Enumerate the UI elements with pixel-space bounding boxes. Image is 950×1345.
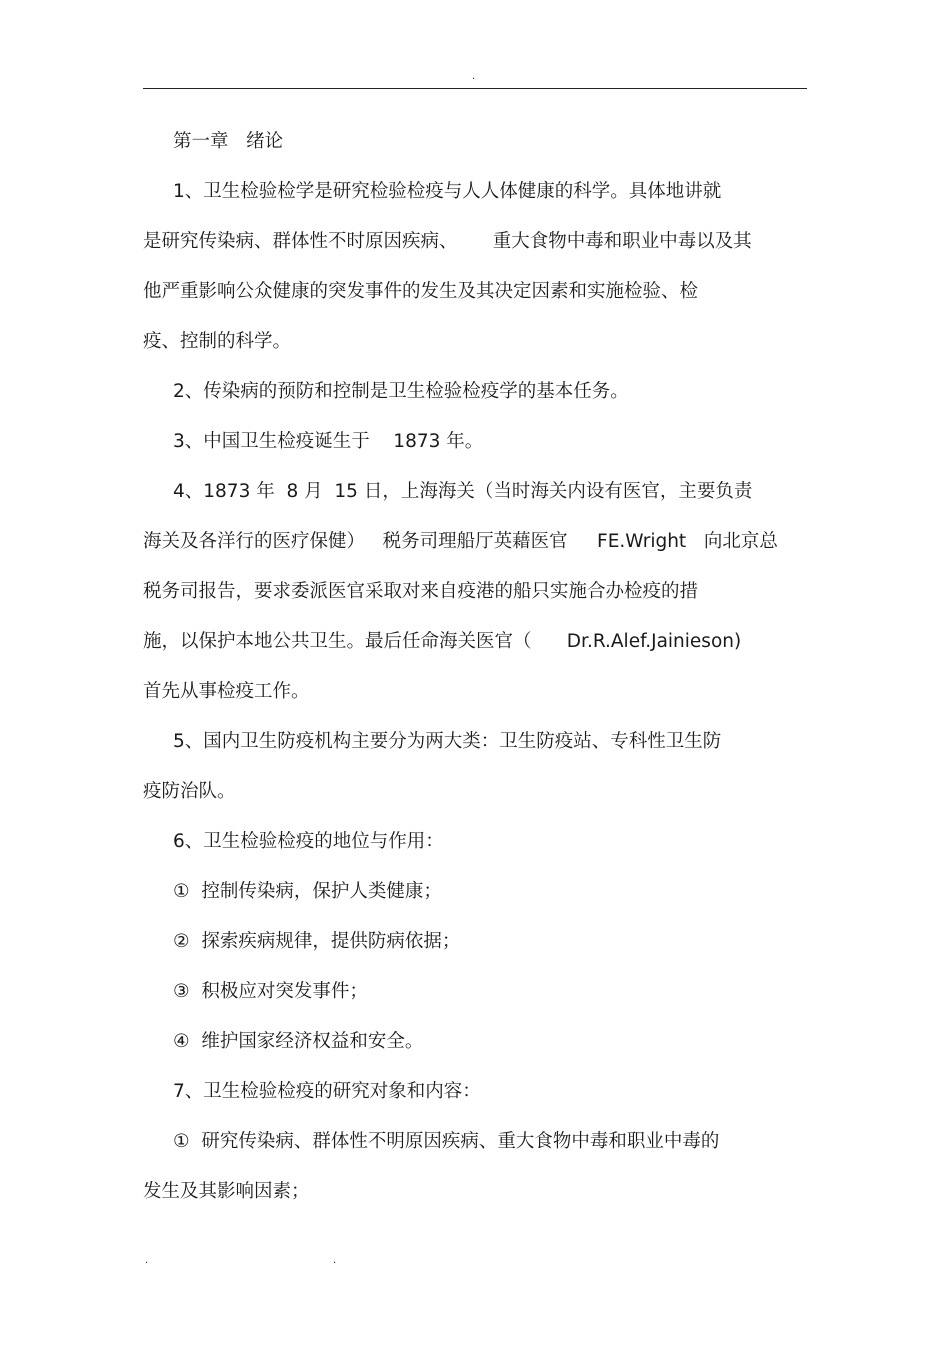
header-mark: . xyxy=(472,71,476,82)
chapter-title: 第一章 绪论 xyxy=(173,131,284,152)
paragraph-line: 疫、控制的科学。 xyxy=(143,331,292,352)
list-item: ④ 维护国家经济权益和安全。 xyxy=(173,1031,424,1052)
paragraph-line: 是研究传染病、群体性不时原因疾病、 重大食物中毒和职业中毒以及其 xyxy=(143,231,752,252)
paragraph-line: 6、卫生检验检疫的地位与作用： xyxy=(173,831,444,852)
paragraph-line: 5、国内卫生防疫机构主要分为两大类：卫生防疫站、专科性卫生防 xyxy=(173,731,722,752)
paragraph-line: 1、卫生检验检学是研究检验检疫与人人体健康的科学。具体地讲就 xyxy=(173,181,722,202)
paragraph-line: 他严重影响公众健康的突发事件的发生及其决定因素和实施检验、检 xyxy=(143,281,699,302)
list-item: ① 控制传染病，保护人类健康； xyxy=(173,881,442,902)
paragraph-line: 4、1873 年 8 月 15 日，上海海关（当时海关内设有医官，主要负责 xyxy=(173,481,753,502)
paragraph-line: 2、传染病的预防和控制是卫生检验检疫学的基本任务。 xyxy=(173,381,629,402)
list-item: ② 探索疾病规律，提供防病依据； xyxy=(173,931,461,952)
paragraph-line: 海关及各洋行的医疗保健） 税务司理船厅英藉医官 FE.Wright 向北京总 xyxy=(143,531,778,552)
list-item: ① 研究传染病、群体性不明原因疾病、重大食物中毒和职业中毒的 xyxy=(173,1131,720,1152)
paragraph-line: 疫防治队。 xyxy=(143,781,236,802)
paragraph-line: 税务司报告，要求委派医官采取对来自疫港的船只实施合办检疫的措 xyxy=(143,581,699,602)
paragraph-line: 3、中国卫生检疫诞生于 1873 年。 xyxy=(173,431,484,452)
paragraph-line: 首先从事检疫工作。 xyxy=(143,681,310,702)
paragraph-line: 7、卫生检验检疫的研究对象和内容： xyxy=(173,1081,481,1102)
header-rule xyxy=(143,88,807,89)
footer-left-mark: . xyxy=(145,1255,149,1266)
paragraph-line: 发生及其影响因素； xyxy=(143,1181,310,1202)
footer-right-mark: . xyxy=(333,1255,337,1266)
paragraph-line: 施，以保护本地公共卫生。最后任命海关医官（ Dr.R.Alef.Jainieson) xyxy=(143,631,742,652)
list-item: ③ 积极应对突发事件； xyxy=(173,981,368,1002)
